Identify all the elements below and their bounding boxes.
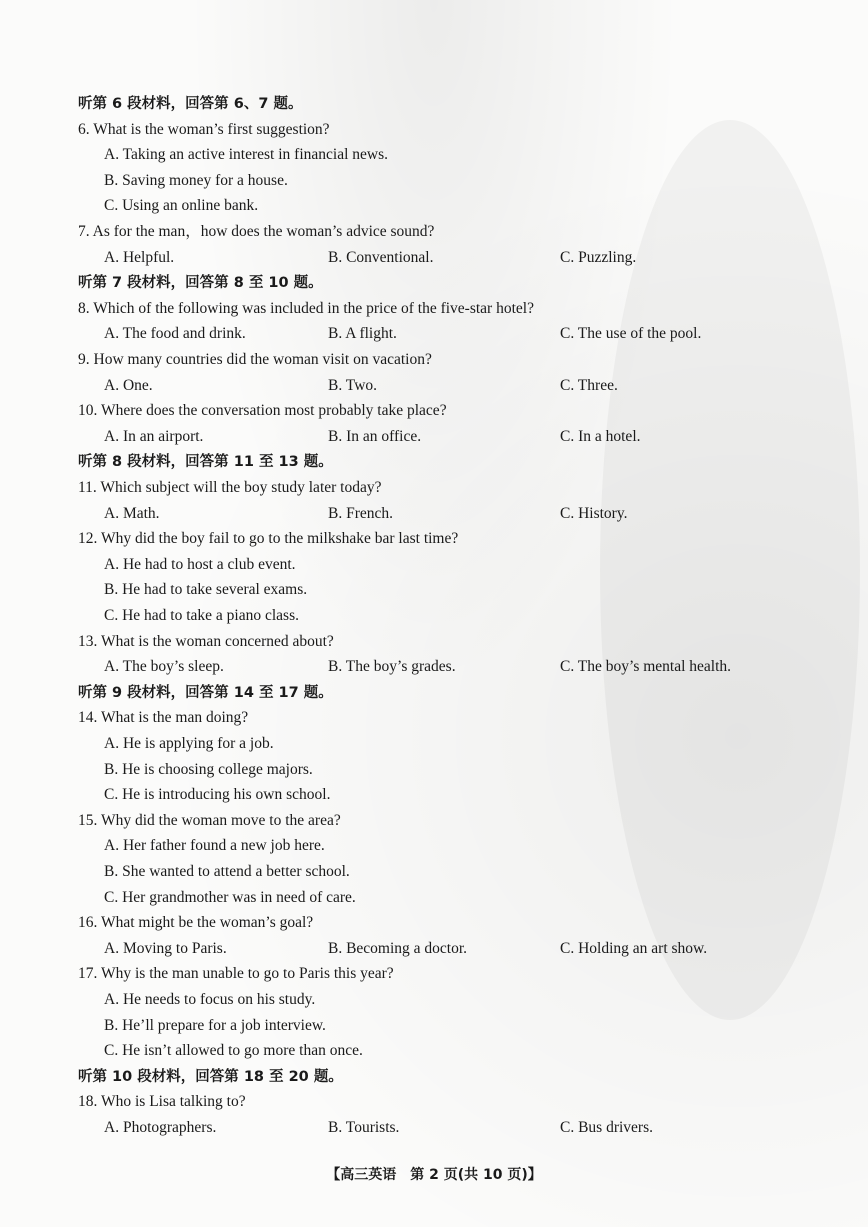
question-text: 15. Why did the woman move to the area?: [78, 812, 341, 829]
answer-option: C. He isn’t allowed to go more than once.: [104, 1042, 363, 1059]
answer-option: A. In an airport.: [104, 428, 204, 445]
answer-option: B. In an office.: [328, 428, 422, 445]
answer-option: A. The food and drink.: [104, 325, 246, 342]
answer-option: A. He needs to focus on his study.: [104, 991, 316, 1008]
answer-option: B. He is choosing college majors.: [104, 761, 313, 778]
answer-option: B. Becoming a doctor.: [328, 940, 468, 957]
answer-option: A. Moving to Paris.: [104, 940, 227, 957]
question-text: 14. What is the man doing?: [78, 709, 249, 726]
section-heading: 听第 9 段材料，回答第 14 至 17 题。: [78, 685, 333, 701]
answer-option: C. Using an online bank.: [104, 197, 259, 214]
answer-option: A. He is applying for a job.: [104, 735, 274, 752]
answer-option: A. Her father found a new job here.: [104, 837, 325, 854]
answer-option: B. Two.: [328, 377, 378, 394]
answer-option: B. Conventional.: [328, 249, 434, 266]
answer-option: C. Puzzling.: [560, 249, 637, 266]
question-text: 9. How many countries did the woman visit on vacation?: [78, 351, 432, 368]
answer-option: C. Her grandmother was in need of care.: [104, 889, 356, 906]
answer-option: B. Tourists.: [328, 1119, 400, 1136]
page-footer: 【高三英语 第 2 页(共 10 页)】: [326, 1167, 542, 1183]
bleed-through-shadow: [600, 120, 860, 1020]
section-heading: 听第 7 段材料，回答第 8 至 10 题。: [78, 275, 323, 291]
answer-option: C. The boy’s mental health.: [560, 658, 732, 675]
answer-option: C. Bus drivers.: [560, 1119, 653, 1136]
question-text: 16. What might be the woman’s goal?: [78, 914, 314, 931]
answer-option: B. He had to take several exams.: [104, 581, 308, 598]
question-text: 7. As for the man，how does the woman’s advice sound?: [78, 223, 435, 240]
section-heading: 听第 10 段材料，回答第 18 至 20 题。: [78, 1069, 343, 1085]
question-text: 12. Why did the boy fail to go to the milkshake bar last time?: [78, 530, 459, 547]
question-text: 13. What is the woman concerned about?: [78, 633, 334, 650]
answer-option: C. The use of the pool.: [560, 325, 702, 342]
question-text: 6. What is the woman’s first suggestion?: [78, 121, 330, 138]
answer-option: A. He had to host a club event.: [104, 556, 296, 573]
answer-option: C. Three.: [560, 377, 618, 394]
answer-option: C. Holding an art show.: [560, 940, 708, 957]
answer-option: A. Photographers.: [104, 1119, 217, 1136]
answer-option: C. In a hotel.: [560, 428, 641, 445]
answer-option: B. The boy’s grades.: [328, 658, 456, 675]
answer-option: A. One.: [104, 377, 153, 394]
answer-option: B. He’ll prepare for a job interview.: [104, 1017, 326, 1034]
question-text: 8. Which of the following was included in the price of the five-star hotel?: [78, 300, 534, 317]
answer-option: B. French.: [328, 505, 394, 522]
section-heading: 听第 6 段材料，回答第 6、7 题。: [78, 96, 303, 112]
answer-option: C. He is introducing his own school.: [104, 786, 331, 803]
question-text: 17. Why is the man unable to go to Paris this year?: [78, 965, 394, 982]
answer-option: A. Taking an active interest in financial news.: [104, 146, 388, 163]
answer-option: C. He had to take a piano class.: [104, 607, 299, 624]
answer-option: B. A flight.: [328, 325, 397, 342]
answer-option: A. The boy’s sleep.: [104, 658, 224, 675]
answer-option: A. Helpful.: [104, 249, 175, 266]
answer-option: B. She wanted to attend a better school.: [104, 863, 350, 880]
section-heading: 听第 8 段材料，回答第 11 至 13 题。: [78, 454, 333, 470]
question-text: 11. Which subject will the boy study later today?: [78, 479, 382, 496]
answer-option: B. Saving money for a house.: [104, 172, 288, 189]
answer-option: C. History.: [560, 505, 628, 522]
question-text: 18. Who is Lisa talking to?: [78, 1093, 246, 1110]
answer-option: A. Math.: [104, 505, 160, 522]
question-text: 10. Where does the conversation most probably take place?: [78, 402, 447, 419]
